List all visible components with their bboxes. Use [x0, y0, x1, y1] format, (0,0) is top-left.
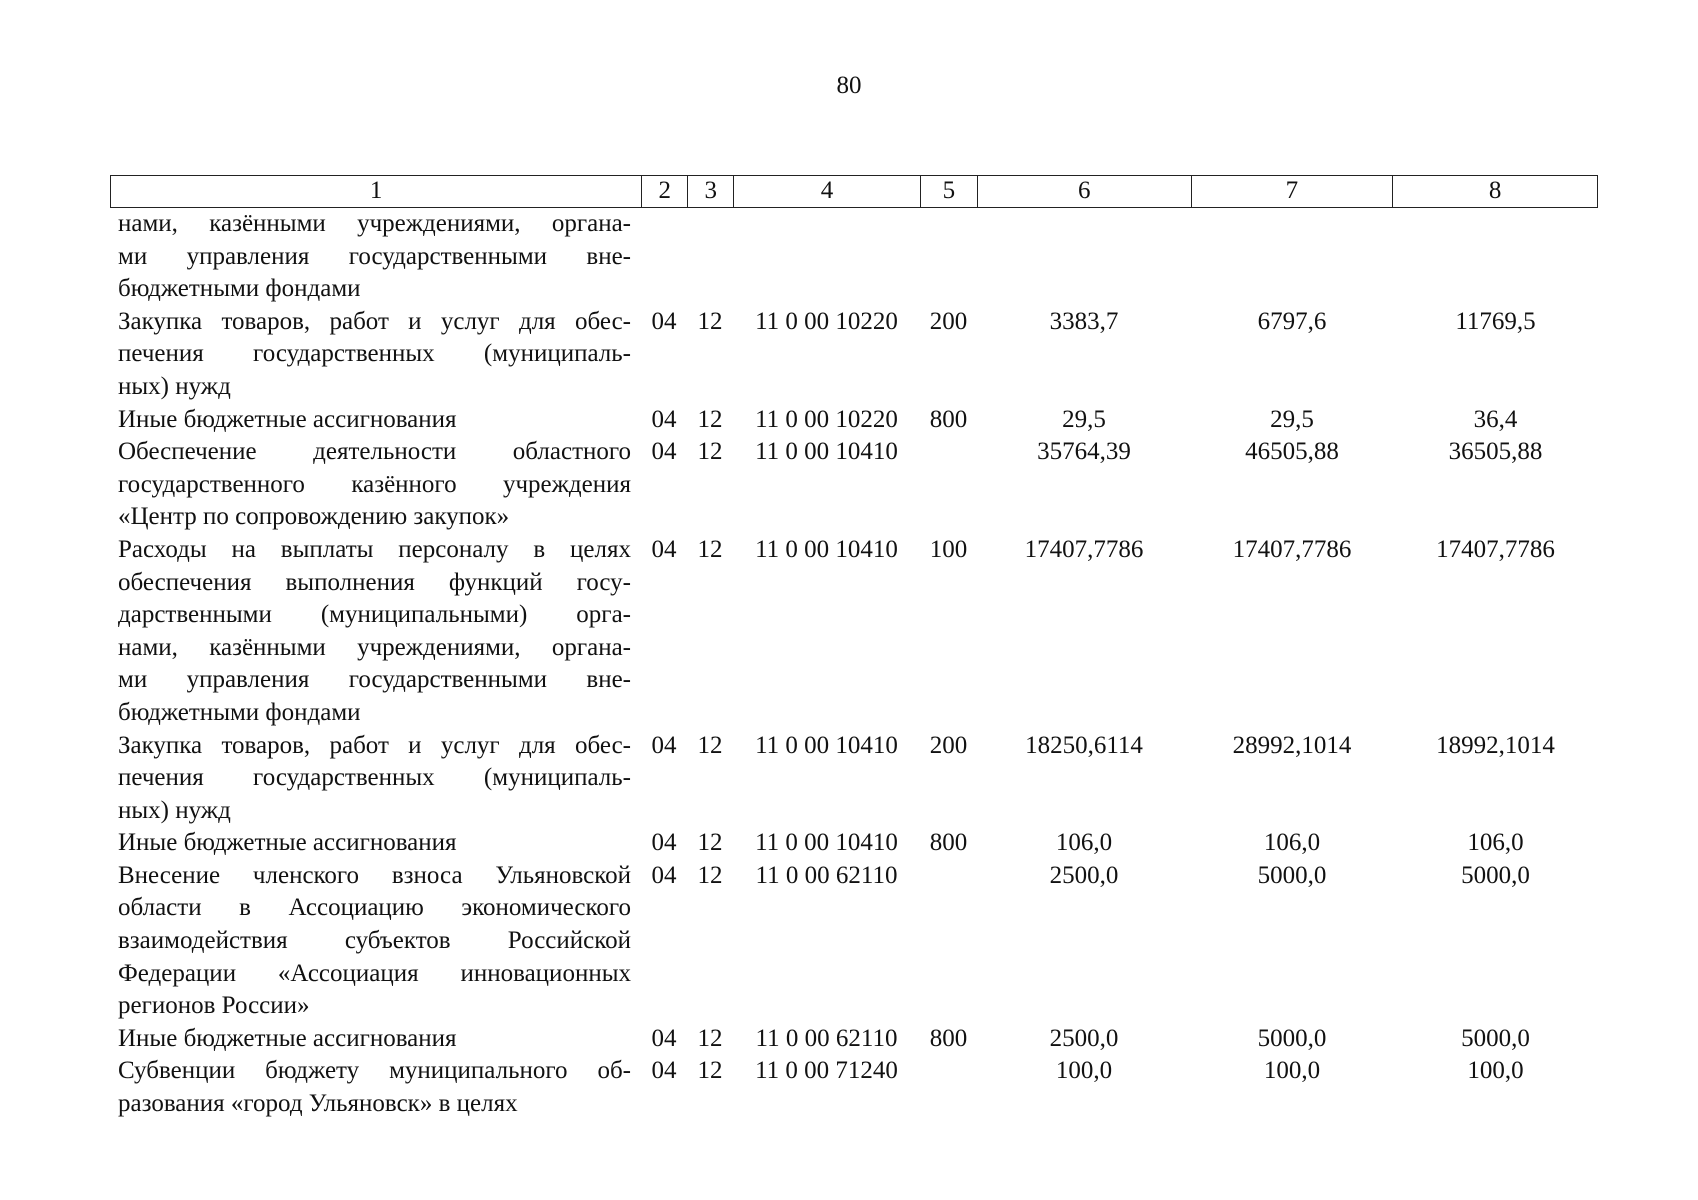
- description-line: разования «город Ульяновск» в целях: [118, 1090, 518, 1118]
- amount-col-6: 17407,7786: [1024, 535, 1144, 563]
- table-row: [110, 534, 1598, 730]
- target-article-code: 11 0 00 10410: [755, 829, 898, 857]
- row-description: [110, 534, 641, 730]
- amount-col-7: 5000,0: [1257, 861, 1327, 889]
- amount-col-7: 5000,0: [1257, 1024, 1327, 1052]
- row-description: [110, 306, 641, 404]
- amount-col-6: 106,0: [1055, 829, 1113, 857]
- target-article-code: 11 0 00 10220: [755, 405, 898, 433]
- subsection-code: 12: [697, 405, 723, 433]
- expense-type-code: [920, 208, 977, 306]
- table-row: [110, 436, 1598, 534]
- section-code: 04: [651, 1024, 677, 1052]
- target-article-code: 11 0 00 71240: [755, 1057, 898, 1085]
- description-line: Закупка товаров, работ и услуг для обес-: [118, 307, 631, 335]
- description-line: Обеспечение деятельности областного: [118, 438, 631, 466]
- description-line: бюджетными фондами: [118, 275, 361, 303]
- section-code: 04: [651, 829, 677, 857]
- expense-type-code: 800: [929, 405, 968, 433]
- target-article-code: 11 0 00 10410: [755, 535, 898, 563]
- table-body: [110, 208, 1598, 1121]
- section-code: 04: [651, 861, 677, 889]
- budget-table: [110, 175, 1598, 1121]
- amount-col-8: 17407,7786: [1436, 535, 1555, 563]
- section-code: 04: [651, 405, 677, 433]
- table-header-row: [110, 175, 1598, 208]
- row-description: [110, 860, 641, 1023]
- amount-col-8: 5000,0: [1461, 861, 1530, 889]
- description-line: нами, казёнными учреждениями, органа-: [118, 633, 631, 661]
- amount-col-8: 5000,0: [1461, 1024, 1530, 1052]
- amount-col-6: 18250,6114: [1025, 731, 1143, 759]
- amount-col-6: 29,5: [1062, 405, 1106, 433]
- description-line: Иные бюджетные ассигнования: [118, 1024, 457, 1052]
- subsection-code: 12: [697, 1057, 723, 1085]
- header-col-5: 5: [920, 176, 977, 207]
- page-number: 80: [836, 72, 862, 99]
- row-description: [110, 208, 641, 306]
- expense-type-code: 800: [929, 1024, 968, 1052]
- amount-col-8: 100,0: [1467, 1057, 1524, 1085]
- subsection-code: 12: [697, 731, 723, 759]
- description-line: Закупка товаров, работ и услуг для обес-: [118, 731, 631, 759]
- row-description: [110, 404, 641, 437]
- table-row: [110, 730, 1598, 828]
- expense-type-code: 200: [929, 731, 968, 759]
- description-line: обеспечения выполнения функций госу-: [118, 568, 631, 596]
- description-line: регионов России»: [118, 992, 310, 1020]
- header-col-3: 3: [687, 176, 733, 207]
- description-line: ми управления государственными вне-: [118, 666, 631, 694]
- expense-type-code: [920, 436, 977, 534]
- expense-type-code: [920, 860, 977, 1023]
- section-code: 04: [651, 1057, 677, 1085]
- row-description: [110, 827, 641, 860]
- header-col-7: 7: [1191, 176, 1393, 207]
- section-code: 04: [651, 438, 677, 466]
- amount-col-6: 2500,0: [1049, 1024, 1119, 1052]
- subsection-code: 12: [697, 829, 723, 857]
- table-row: [110, 208, 1598, 306]
- section-code: 04: [651, 731, 677, 759]
- header-col-8: 8: [1392, 176, 1597, 207]
- description-line: дарственными (муниципальными) орга-: [118, 601, 631, 629]
- description-line: печения государственных (муниципаль-: [118, 764, 631, 792]
- table-row: [110, 306, 1598, 404]
- amount-col-7: 106,0: [1263, 829, 1321, 857]
- amount-col-6: [977, 208, 1191, 306]
- table-row: [110, 1023, 1598, 1056]
- table-row: [110, 404, 1598, 437]
- description-line: ми управления государственными вне-: [118, 242, 631, 270]
- table-row: [110, 860, 1598, 1023]
- expense-type-code: 100: [929, 535, 968, 563]
- amount-col-8: 36,4: [1473, 405, 1518, 433]
- subsection-code: 12: [697, 438, 723, 466]
- section-code: 04: [651, 535, 677, 563]
- description-line: государственного казённого учреждения: [118, 470, 631, 498]
- subsection-code: 12: [697, 535, 723, 563]
- amount-col-6: 35764,39: [1037, 438, 1131, 466]
- row-description: [110, 1055, 641, 1120]
- amount-col-8: [1393, 208, 1598, 306]
- amount-col-8: 36505,88: [1448, 438, 1543, 466]
- subsection-code: 12: [697, 861, 723, 889]
- expense-type-code: 200: [929, 307, 968, 335]
- row-description: [110, 436, 641, 534]
- description-line: бюджетными фондами: [118, 698, 361, 726]
- subsection-code: 12: [697, 307, 723, 335]
- description-line: Субвенции бюджету муниципального об-: [118, 1057, 631, 1085]
- subsection-code: [687, 208, 733, 306]
- section-code: 04: [651, 307, 677, 335]
- amount-col-6: 2500,0: [1049, 861, 1119, 889]
- amount-col-7: [1191, 208, 1393, 306]
- description-line: Иные бюджетные ассигнования: [118, 405, 457, 433]
- expense-type-code: [920, 1055, 977, 1120]
- description-line: печения государственных (муниципаль-: [118, 340, 631, 368]
- amount-col-8: 106,0: [1467, 829, 1524, 857]
- description-line: Федерации «Ассоциация инновационных: [118, 959, 631, 987]
- amount-col-7: 6797,6: [1257, 307, 1327, 335]
- description-line: ных) нужд: [118, 796, 231, 824]
- header-col-6: 6: [977, 176, 1191, 207]
- description-line: Иные бюджетные ассигнования: [118, 829, 457, 857]
- table-row: [110, 827, 1598, 860]
- description-line: области в Ассоциацию экономического: [118, 894, 631, 922]
- description-line: ных) нужд: [118, 372, 231, 400]
- amount-col-8: 11769,5: [1455, 307, 1536, 335]
- target-article-code: 11 0 00 10220: [755, 307, 898, 335]
- description-line: нами, казёнными учреждениями, органа-: [118, 210, 631, 237]
- row-description: [110, 730, 641, 828]
- description-line: взаимодействия субъектов Российской: [118, 927, 631, 955]
- amount-col-6: 100,0: [1055, 1057, 1113, 1085]
- amount-col-6: 3383,7: [1049, 307, 1119, 335]
- description-line: Расходы на выплаты персоналу в целях: [118, 535, 631, 563]
- subsection-code: 12: [697, 1024, 723, 1052]
- description-line: Внесение членского взноса Ульяновской: [118, 861, 631, 889]
- header-col-4: 4: [733, 176, 920, 207]
- amount-col-7: 29,5: [1270, 405, 1314, 433]
- amount-col-7: 28992,1014: [1232, 731, 1352, 759]
- amount-col-7: 17407,7786: [1232, 535, 1352, 563]
- target-article-code: [733, 208, 920, 306]
- amount-col-7: 100,0: [1263, 1057, 1321, 1085]
- header-col-2: 2: [641, 176, 687, 207]
- table-row: [110, 1055, 1598, 1120]
- section-code: [641, 208, 687, 306]
- amount-col-8: 18992,1014: [1436, 731, 1555, 759]
- target-article-code: 11 0 00 62110: [755, 861, 898, 889]
- target-article-code: 11 0 00 10410: [755, 731, 898, 759]
- header-col-1: 1: [369, 177, 383, 204]
- row-description: [110, 1023, 641, 1056]
- amount-col-7: 46505,88: [1245, 438, 1339, 466]
- expense-type-code: 800: [929, 829, 968, 857]
- target-article-code: 11 0 00 62110: [755, 1024, 898, 1052]
- description-line: «Центр по сопровождению закупок»: [118, 503, 510, 531]
- target-article-code: 11 0 00 10410: [755, 438, 898, 466]
